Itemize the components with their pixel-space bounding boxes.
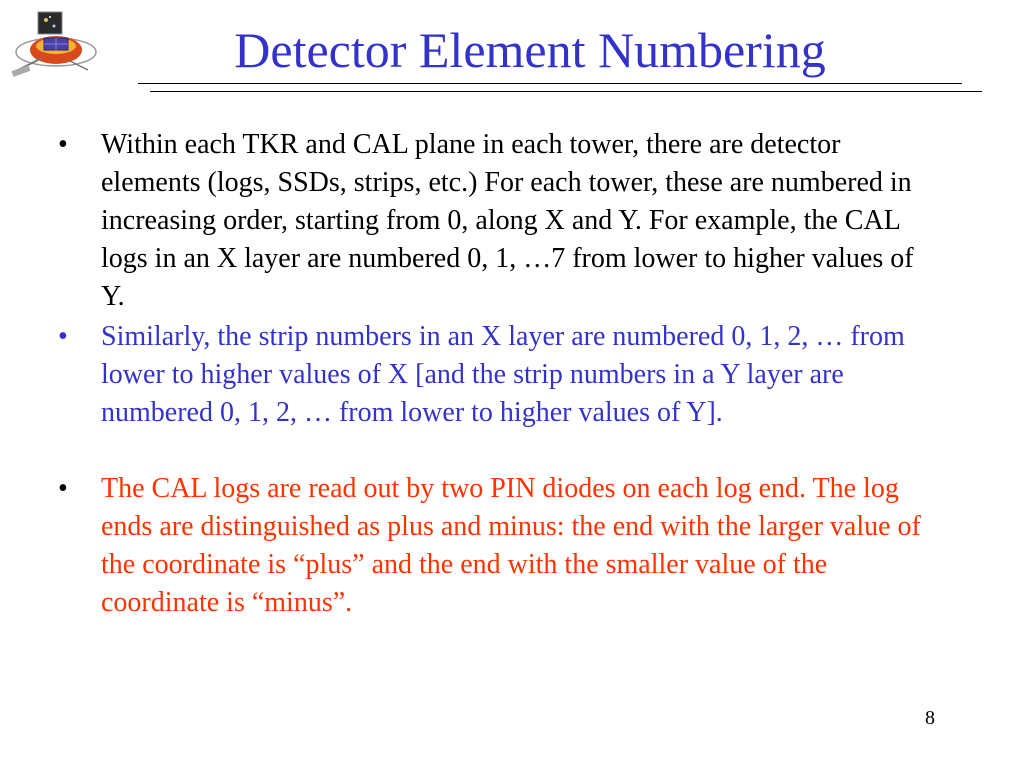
bullet-list <box>58 126 938 622</box>
bullet-marker: • <box>58 321 68 352</box>
bullet-item <box>58 318 938 432</box>
bullet-item <box>58 126 938 316</box>
bullet-text: The CAL logs are read out by two PIN diodes on each log end. The log ends are distinguished as plus and minus: the end with the larger value of the coordinate is “plus” and the end with the smaller value of the coordinate is “minus”. <box>101 473 921 618</box>
satellite-logo-icon <box>8 8 100 80</box>
bullet-text: Within each TKR and CAL plane in each tower, there are detector elements (logs, SSDs, strips, etc.) For each tower, these are numbered in increasing order, starting from 0, along X and Y. For example, the CAL logs in an X layer are numbered 0, 1, …7 from lower to higher values of Y. <box>101 129 914 312</box>
bullet-marker: • <box>58 129 68 160</box>
title-divider-top <box>138 83 962 84</box>
slide-title: Detector Element Numbering <box>234 22 826 78</box>
bullet-item <box>58 470 938 622</box>
bullet-marker: • <box>58 473 68 504</box>
bullet-text: Similarly, the strip numbers in an X layer are numbered 0, 1, 2, … from lower to higher values of X [and the strip numbers in a Y layer are numbered 0, 1, 2, … from lower to higher values of Y]. <box>101 321 905 428</box>
title-divider-bottom <box>150 91 982 92</box>
page-number: 8 <box>925 707 935 729</box>
